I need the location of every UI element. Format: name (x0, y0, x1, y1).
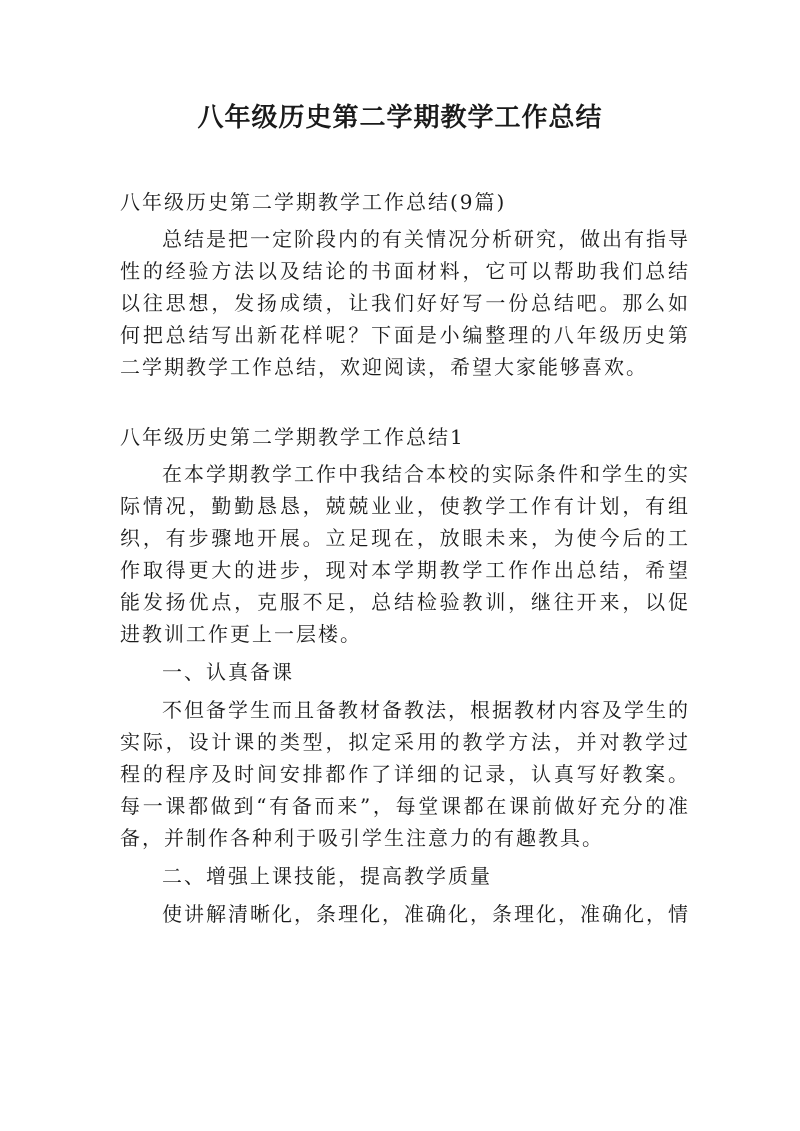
point-heading: 二、增强上课技能，提高教学质量 (162, 864, 492, 888)
section-paragraph: 在本学期教学工作中我结合本校的实际条件和学生的实际情况，勤勤恳恳，兢兢业业，使教学工作有计划，有组织，有步骤地开展。立足现在，放眼未来，为使今后的工作取得更大的进步，现对本学期教学工作作出总结，希望能发扬优点，克服不足，总结检验教训，继往开来，以促进教训工作更上一层楼。 (120, 462, 690, 646)
point-paragraph: 使讲解清晰化，条理化，准确化，条理化，准确化，情 (162, 902, 690, 926)
section-heading: 八年级历史第二学期教学工作总结1 (120, 425, 465, 449)
point-heading: 一、认真备课 (162, 660, 294, 684)
intro-paragraph: 总结是把一定阶段内的有关情况分析研究，做出有指导性的经验方法以及结论的书面材料，它可以帮助我们总结以往思想，发扬成绩，让我们好好写一份总结吧。那么如何把总结写出新花样呢？下面是小编整理的八年级历史第二学期教学工作总结，欢迎阅读，希望大家能够喜欢。 (120, 227, 690, 379)
intro-heading: 八年级历史第二学期教学工作总结(9篇) (120, 190, 507, 214)
point-paragraph: 不但备学生而且备教材备教法，根据教材内容及学生的实际，设计课的类型，拟定采用的教学方法，并对教学过程的程序及时间安排都作了详细的记录，认真写好教案。每一课都做到“有备而来”，每堂课都在课前做好充分的准备，并制作各种利于吸引学生注意力的有趣教具。 (120, 698, 690, 850)
page-title: 八年级历史第二学期教学工作总结 (197, 103, 603, 133)
document-body (120, 186, 690, 936)
